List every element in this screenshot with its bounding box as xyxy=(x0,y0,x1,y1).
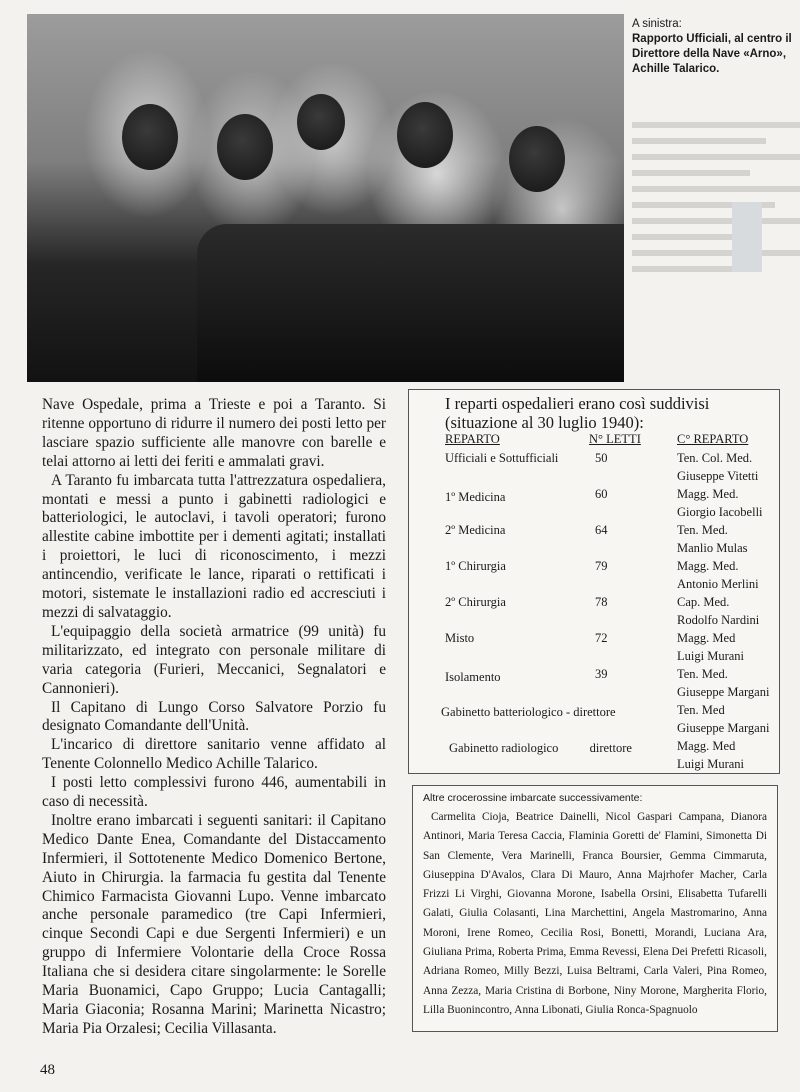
capo-name: Luigi Murani xyxy=(677,649,745,663)
capo-name: Giuseppe Margani xyxy=(677,721,770,735)
letti-count: 78 xyxy=(595,595,608,609)
reparto-name: 2º Chirurgia xyxy=(445,595,506,609)
reparto-name: 2º Medicina xyxy=(445,523,506,537)
letti-count: 39 xyxy=(595,667,608,681)
header-reparto: REPARTO xyxy=(445,432,500,446)
reparto-name: Ufficiali e Sottufficiali xyxy=(445,451,559,465)
meeting-table xyxy=(197,224,624,382)
capo-name: Antonio Merlini xyxy=(677,577,759,591)
reparti-title xyxy=(445,394,709,432)
reparto-name: Gabinetto radiologico direttore xyxy=(449,741,632,755)
crocerossine-names: Carmelita Cioja, Beatrice Dainelli, Nicol Gaspari Campana, Dianora Antinori, Maria Teresa Caccia, Flaminia Goretti de' Flamini, Simonetta Di San Clemente, Vera Marinelli, Franca Boursier, Gemma Cimmaruta, Giuseppina D'Avalos, Clara Di Mauro, Anna Majrhofer Macher, Carla Frizzi Li Virghi, Giovanna Morone, Isabella Orsini, Elisabetta Tufarelli Galati, Giulia Colasanti, Lina Marchettini, Angela Mastromarino, Anna Moroni, Irene Romeo, Cecilia Rosi, Bonetti, Morandi, Luciana Ara, Giuliana Prima, Roberta Prima, Emma Revessi, Elena Dei Prefetti Ricasoli, Adriana Romeo, Milly Bezzi, Luisa Beltrami, Carla Valeri, Pina Romeo, Anna Zezza, Maria Cristina di Borbone, Niny Morone, Margherita Florio, Lilla Buonincontro, Anna Libonati, Giulia Ronca-Spagnuolo xyxy=(423,811,767,1016)
capo-name: Rodolfo Nardini xyxy=(677,613,760,627)
caption-body: Rapporto Ufficiali, al centro il Direttore della Nave «Arno», Achille Talarico. xyxy=(632,33,792,75)
reparti-title-line: I reparti ospedalieri erano così suddivisi xyxy=(445,394,710,413)
paragraph: L'incarico di direttore sanitario venne affidato al Tenente Colonnello Medico Achille Talarico. xyxy=(42,736,386,773)
reparto-name: Misto xyxy=(445,631,475,645)
bleed-through-area xyxy=(632,112,800,342)
capo-name: Giuseppe Margani xyxy=(677,685,770,699)
photo-caption xyxy=(632,17,792,77)
reparto-name: 1º Medicina xyxy=(445,490,506,504)
figure-head xyxy=(122,104,178,170)
paragraph: L'equipaggio della società armatrice (99 unità) fu militarizzato, ed integrato con personale militare di varia categoria (Furieri, Meccanici, Segnalatori e Cannonieri). xyxy=(42,622,386,697)
figure-head xyxy=(509,126,565,192)
paragraph: Inoltre erano imbarcati i seguenti sanitari: il Capitano Medico Dante Enea, Comandante del Distaccamento Infermieri, il Sottotenente Medico Domenico Bertone, Aiuto in Chirurgia. la farmacia fu gestita dal Tenente Chimico Farmacista Giovanni Lupo. Venne imbarcato anche personale paramedico (tre Capi Infermieri, cinque Secondi Capi e due Sergenti Infermieri) e un gruppo di Infermiere Volontarie della Croce Rossa Italiana che si desidera citare singolarmente: le Sorelle Maria Buonamici, Capo Gruppo; Lucia Cantagalli; Maria Giaconia; Rosanna Marini; Marinetta Nicastro; Maria Pia Orzalesi; Cecilia Villasanta. xyxy=(42,811,386,1037)
paragraph: Nave Ospedale, prima a Trieste e poi a Taranto. Si ritenne opportuno di ridurre il numero dei posti letto per lasciare spazio sufficiente alle manovre con barelle e telai attorno ai letti dei feriti e ammalati gravi. xyxy=(42,396,386,470)
figure-head xyxy=(297,94,345,150)
letti-count: 72 xyxy=(595,631,608,645)
capo-rank: Cap. Med. xyxy=(677,595,730,609)
figure-head xyxy=(217,114,273,180)
capo-rank: Ten. Col. Med. xyxy=(677,451,753,465)
reparto-name: Isolamento xyxy=(445,670,501,684)
crocerossine-heading: Altre crocerossine imbarcate successivamente: xyxy=(423,792,643,804)
crocerossine-box xyxy=(412,785,778,1032)
header-letti: N° LETTI xyxy=(589,432,641,446)
letti-count: 79 xyxy=(595,559,608,573)
reparto-name: Gabinetto batteriologico - direttore xyxy=(441,705,616,719)
capo-rank: Magg. Med xyxy=(677,739,736,753)
capo-name: Giorgio Iacobelli xyxy=(677,505,763,519)
capo-rank: Ten. Med xyxy=(677,703,725,717)
capo-rank: Ten. Med. xyxy=(677,667,728,681)
officers-meeting-photo xyxy=(27,14,624,382)
reparti-table-box xyxy=(408,389,780,774)
letti-count: 60 xyxy=(595,487,608,501)
letti-count: 50 xyxy=(595,451,608,465)
paragraph: A Taranto fu imbarcata tutta l'attrezzatura ospedaliera, montati e messi a punto i gabinetti radiologici e batteriologici, le autoclavi, i tavoli operatori; furono allestite cabine imbottite per i dementi agitati; installati i proiettori, le luci di riconoscimento, i mezzi antincendio, verificate le lance, riparati o rettificati i motori, sistemate le installazioni radio ed accresciuti i mezzi di salvataggio. xyxy=(42,471,386,621)
capo-name: Giuseppe Vitetti xyxy=(677,469,759,483)
capo-name: Luigi Murani xyxy=(677,757,745,771)
paragraph: Il Capitano di Lungo Corso Salvatore Porzio fu designato Comandante dell'Unità. xyxy=(42,698,386,735)
page-number: 48 xyxy=(40,1062,55,1078)
caption-lead: A sinistra: xyxy=(632,18,682,30)
paragraph: I posti letto complessivi furono 446, aumentabili in caso di necessità. xyxy=(42,774,386,811)
capo-rank: Ten. Med. xyxy=(677,523,728,537)
capo-rank: Magg. Med. xyxy=(677,487,739,501)
header-capo: C° REPARTO xyxy=(677,432,749,446)
main-text-column xyxy=(42,396,386,1039)
reparto-name: 1º Chirurgia xyxy=(445,559,506,573)
capo-rank: Magg. Med xyxy=(677,631,736,645)
capo-name: Manlio Mulas xyxy=(677,541,748,555)
letti-count: 64 xyxy=(595,523,608,537)
figure-head xyxy=(397,102,453,168)
reparti-title-line: (situazione al 30 luglio 1940): xyxy=(445,413,644,432)
capo-rank: Magg. Med. xyxy=(677,559,739,573)
